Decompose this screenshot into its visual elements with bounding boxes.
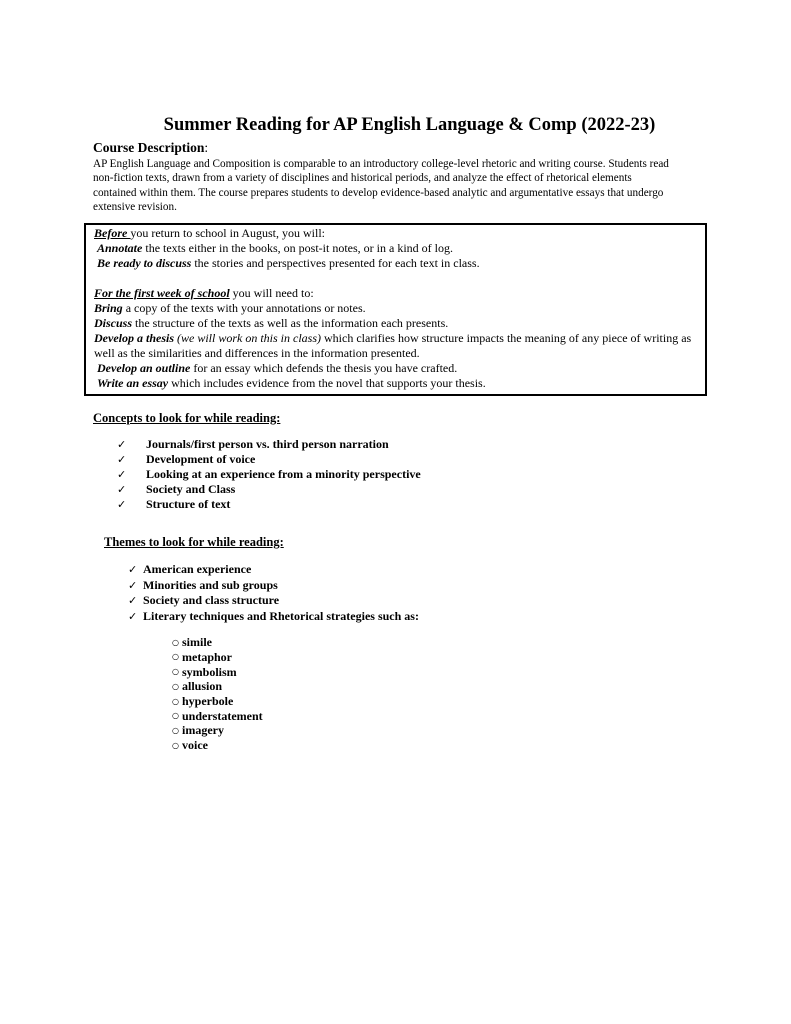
list-item xyxy=(172,679,791,694)
list-item xyxy=(172,709,791,724)
instruction-rest: you return to school in August, you will: xyxy=(130,226,325,241)
circle-bullet-icon: ○ xyxy=(172,740,179,750)
instruction-lead: For the first week of school xyxy=(94,286,230,301)
list-item xyxy=(128,609,791,625)
strategies-list xyxy=(172,635,791,753)
instruction-lead: Annotate xyxy=(97,241,143,256)
concepts-list xyxy=(117,437,791,512)
instruction-rest: which includes evidence from the novel that supports your thesis. xyxy=(168,376,486,391)
instruction-lead: Discuss xyxy=(94,316,133,331)
list-item-label: simile xyxy=(182,635,212,650)
list-item-label: imagery xyxy=(182,723,224,738)
list-item xyxy=(128,593,791,609)
instruction-lead: Write an essay xyxy=(97,376,169,391)
list-item xyxy=(117,452,791,467)
course-description-heading-colon: : xyxy=(204,140,209,155)
list-item xyxy=(172,635,791,650)
course-description-text: AP English Language and Composition is comparable to an introductory college-level rhetoric and writing course. Students read non-fiction texts, drawn from a variety of disciplines and historical periods, and analyze the effect of rhetorical elements contained within them. The course prepares students to develop evidence-based analytic and argumentative essays that undergo extensive revision. xyxy=(93,158,669,213)
list-item-label: Minorities and sub groups xyxy=(143,577,278,592)
list-item xyxy=(117,497,791,512)
list-item-label: Literary techniques and Rhetorical strategies such as: xyxy=(143,608,419,623)
instruction-lead: Before xyxy=(94,226,131,241)
circle-bullet-icon: ○ xyxy=(172,711,179,721)
instruction-parenthetical: (we will work on this in class) xyxy=(174,331,321,346)
check-icon: ✓ xyxy=(117,438,127,452)
instruction-line xyxy=(94,361,697,376)
doc-title: Summer Reading for AP English Language & Comp (2022-23) xyxy=(163,115,656,135)
instruction-rest: which clarifies how structure impacts the meaning of any piece of writing as well as the similarities and differences in the information presented. xyxy=(94,331,692,361)
list-item-label: Looking at an experience from a minority perspective xyxy=(146,467,421,482)
list-item xyxy=(172,694,791,709)
check-icon: ✓ xyxy=(117,453,127,467)
instruction-line xyxy=(94,256,697,271)
check-icon: ✓ xyxy=(117,468,127,482)
check-icon: ✓ xyxy=(128,609,138,623)
circle-bullet-icon: ○ xyxy=(172,681,179,691)
list-item-label: Development of voice xyxy=(146,452,256,467)
list-item-label: American experience xyxy=(143,562,252,577)
list-item-label: symbolism xyxy=(182,664,237,679)
list-item-label: understatement xyxy=(182,708,263,723)
instruction-line xyxy=(94,226,697,241)
list-item-label: Society and class structure xyxy=(143,593,280,608)
list-item xyxy=(117,482,791,497)
course-description-heading xyxy=(93,140,791,155)
circle-bullet-icon: ○ xyxy=(172,725,179,735)
themes-heading: Themes to look for while reading: xyxy=(104,535,284,550)
instruction-rest: a copy of the texts with your annotations or notes. xyxy=(122,301,366,316)
circle-bullet-icon: ○ xyxy=(172,696,179,706)
instruction-line xyxy=(94,301,697,316)
list-item xyxy=(172,650,791,665)
themes-list xyxy=(128,562,791,624)
instruction-lead: Develop an outline xyxy=(97,361,191,376)
instruction-rest: the texts either in the books, on post-it notes, or in a kind of log. xyxy=(142,241,453,256)
list-item-label: metaphor xyxy=(182,649,232,664)
instruction-line xyxy=(94,331,697,361)
instructions-box xyxy=(84,223,707,396)
instruction-rest: the stories and perspectives presented for each text in class. xyxy=(191,256,480,271)
instruction-rest: for an essay which defends the thesis you have crafted. xyxy=(190,361,458,376)
instruction-lead: Bring xyxy=(94,301,123,316)
instruction-rest: you will need to: xyxy=(229,286,314,301)
check-icon: ✓ xyxy=(128,594,138,608)
instruction-lead: Be ready to discuss xyxy=(97,256,192,271)
list-item xyxy=(172,665,791,680)
box-blank-line xyxy=(94,271,697,286)
list-item xyxy=(128,578,791,594)
instruction-line xyxy=(94,316,697,331)
instruction-lead: Develop a thesis xyxy=(94,331,174,346)
instruction-line xyxy=(94,286,697,301)
check-icon: ✓ xyxy=(117,483,127,497)
check-icon: ✓ xyxy=(117,498,127,512)
check-icon: ✓ xyxy=(128,563,138,577)
list-item-label: voice xyxy=(182,738,208,753)
list-item-label: Structure of text xyxy=(146,497,231,512)
list-item xyxy=(172,723,791,738)
list-item xyxy=(172,738,791,753)
list-item-label: Society and Class xyxy=(146,482,236,497)
instruction-line xyxy=(94,376,697,391)
circle-bullet-icon: ○ xyxy=(172,667,179,677)
list-item-label: allusion xyxy=(182,679,223,694)
list-item-label: Journals/first person vs. third person narration xyxy=(146,437,389,452)
instruction-rest: the structure of the texts as well as the information each presents. xyxy=(132,316,449,331)
list-item-label: hyperbole xyxy=(182,694,234,708)
circle-bullet-icon: ○ xyxy=(172,637,179,647)
list-item xyxy=(117,437,791,452)
list-item xyxy=(128,562,791,578)
check-icon: ✓ xyxy=(128,578,138,592)
course-description-heading-label: Course Description xyxy=(93,140,205,155)
circle-bullet-icon: ○ xyxy=(172,652,179,662)
instruction-line xyxy=(94,241,697,256)
concepts-heading: Concepts to look for while reading: xyxy=(93,411,281,426)
list-item xyxy=(117,467,791,482)
